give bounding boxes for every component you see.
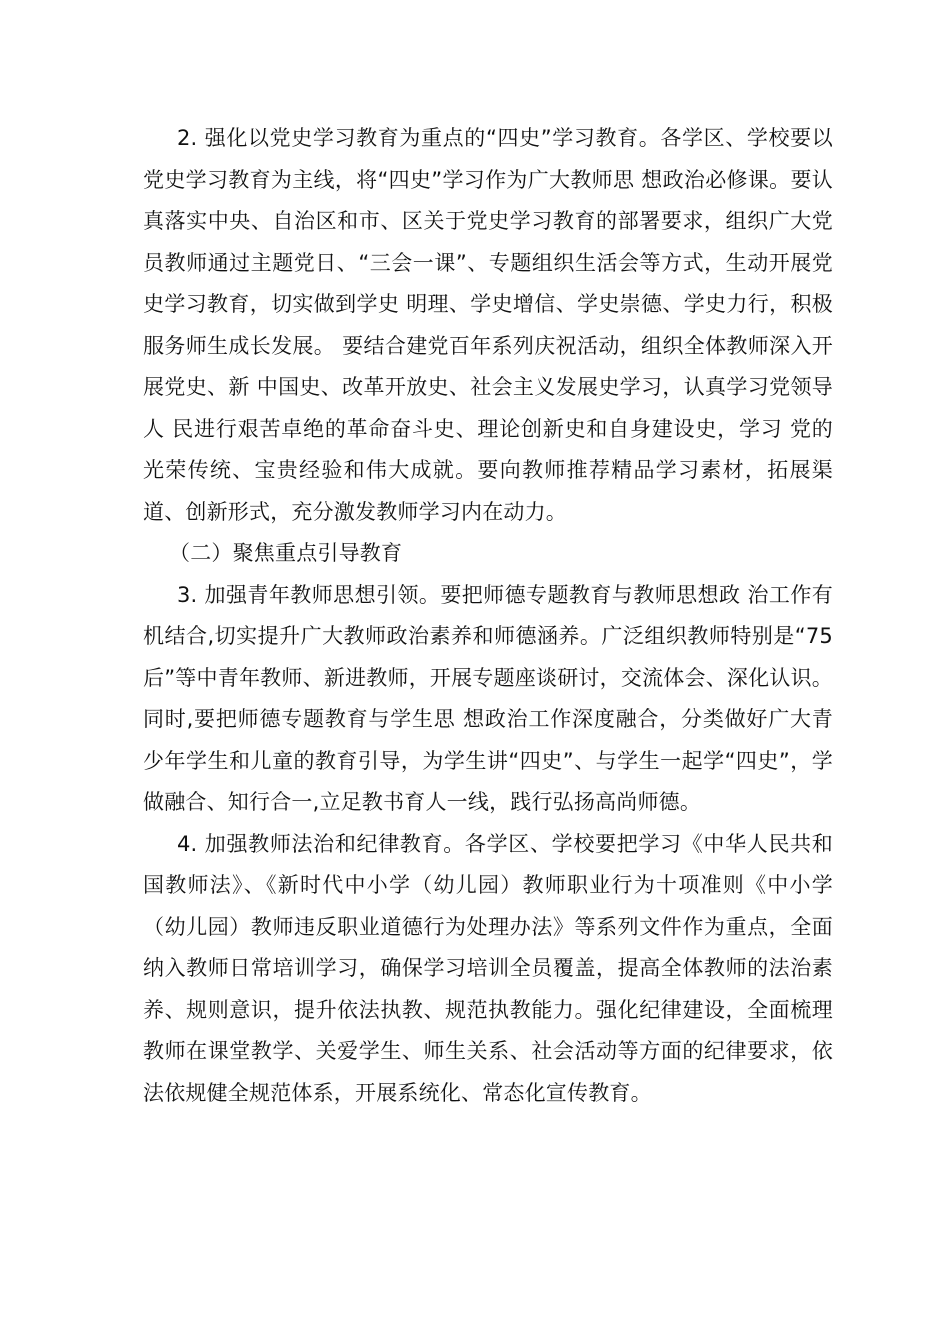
section-heading-2: （二）聚焦重点引导教育 bbox=[169, 541, 403, 565]
paragraph-3-young-teachers: 3. 加强青年教师思想引领。要把师德专题教育与教师思想政 治工作有机结合,切实提升广大教师政治素养和师德涵养。广泛组织教师特别是“75 后”等中青年教师、新进教师，开展专题座谈研讨，交流体会、深化认识。同时,要把师德专题教育与学生思 想政治工作深度融合，分类做好广大青少年学生和儿童的教育引导，为学生讲“四史”、与学生一起学“四史”，学做融合、知行合一,立足教书育人一线，践行弘扬高尚师德。 bbox=[143, 582, 833, 814]
paragraph-2-four-histories: 2. 强化以党史学习教育为重点的“四史”学习教育。各学区、学校要以党史学习教育为主线，将“四史”学习作为广大教师思 想政治必修课。要认真落实中央、自治区和市、区关于党史学习教育的部署要求，组织广大党员教师通过主题党日、“三会一课”、专题组织生活会等方式，生动开展党史学习教育，切实做到学史 明理、学史增信、学史崇德、学史力行，积极服务师生成长发展。 要结合建党百年系列庆祝活动，组织全体教师深入开展党史、新 中国史、改革开放史、社会主义发展史学习，认真学习党领导人 民进行艰苦卓绝的革命奋斗史、理论创新史和自身建设史，学习 党的光荣传统、宝贵经验和伟大成就。要向教师推荐精品学习素材，拓展渠道、创新形式，充分激发教师学习内在动力。 bbox=[143, 126, 833, 524]
document-body bbox=[143, 118, 833, 1114]
paragraph-4-law-discipline: 4. 加强教师法治和纪律教育。各学区、学校要把学习《中华人民共和国教师法》、《新时代中小学（幼儿园）教师职业行为十项准则《中小学（幼儿园）教师违反职业道德行为处理办法》等系列文件作为重点，全面纳入教师日常培训学习，确保学习培训全员覆盖，提高全体教师的法治素养、规则意识，提升依法执教、规范执教能力。强化纪律建设，全面梳理教师在课堂教学、关爱学生、师生关系、社会活动等方面的纪律要求，依法依规健全规范体系，开展系统化、常态化宣传教育。 bbox=[143, 831, 833, 1105]
